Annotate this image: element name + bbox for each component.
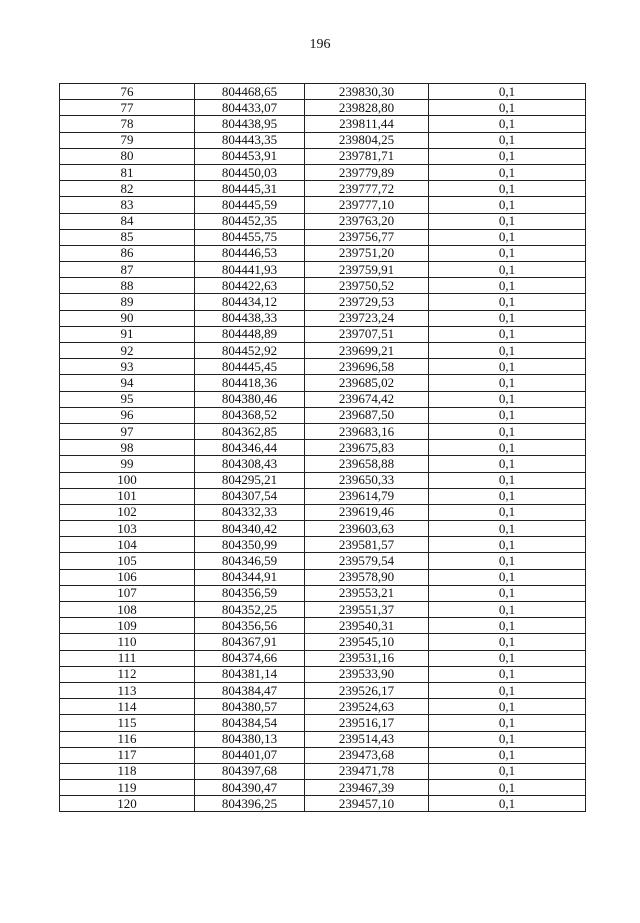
- y-coordinate-cell: 239779,89: [305, 164, 429, 180]
- x-coordinate-cell: 804401,07: [195, 747, 305, 763]
- table-row: [60, 262, 586, 278]
- table-row: [60, 294, 586, 310]
- x-coordinate-cell: 804307,54: [195, 488, 305, 504]
- point-number-cell: 102: [60, 504, 195, 520]
- x-coordinate-cell: 804346,59: [195, 553, 305, 569]
- point-number-cell: 77: [60, 100, 195, 116]
- accuracy-cell: 0,1: [429, 585, 586, 601]
- accuracy-cell: 0,1: [429, 262, 586, 278]
- y-coordinate-cell: 239579,54: [305, 553, 429, 569]
- y-coordinate-cell: 239524,63: [305, 699, 429, 715]
- table-row: [60, 100, 586, 116]
- point-number-cell: 79: [60, 132, 195, 148]
- x-coordinate-cell: 804396,25: [195, 796, 305, 812]
- x-coordinate-cell: 804380,46: [195, 391, 305, 407]
- table-row: [60, 197, 586, 213]
- point-number-cell: 100: [60, 472, 195, 488]
- x-coordinate-cell: 804441,93: [195, 262, 305, 278]
- y-coordinate-cell: 239545,10: [305, 634, 429, 650]
- y-coordinate-cell: 239581,57: [305, 537, 429, 553]
- point-number-cell: 85: [60, 229, 195, 245]
- accuracy-cell: 0,1: [429, 132, 586, 148]
- accuracy-cell: 0,1: [429, 294, 586, 310]
- point-number-cell: 109: [60, 618, 195, 634]
- x-coordinate-cell: 804418,36: [195, 375, 305, 391]
- accuracy-cell: 0,1: [429, 213, 586, 229]
- y-coordinate-cell: 239696,58: [305, 359, 429, 375]
- point-number-cell: 81: [60, 164, 195, 180]
- table-row: [60, 569, 586, 585]
- point-number-cell: 80: [60, 148, 195, 164]
- table-row: [60, 310, 586, 326]
- x-coordinate-cell: 804381,14: [195, 666, 305, 682]
- y-coordinate-cell: 239777,10: [305, 197, 429, 213]
- y-coordinate-cell: 239723,24: [305, 310, 429, 326]
- x-coordinate-cell: 804445,31: [195, 181, 305, 197]
- point-number-cell: 105: [60, 553, 195, 569]
- point-number-cell: 110: [60, 634, 195, 650]
- point-number-cell: 111: [60, 650, 195, 666]
- x-coordinate-cell: 804452,92: [195, 343, 305, 359]
- y-coordinate-cell: 239526,17: [305, 682, 429, 698]
- x-coordinate-cell: 804352,25: [195, 602, 305, 618]
- y-coordinate-cell: 239658,88: [305, 456, 429, 472]
- y-coordinate-cell: 239804,25: [305, 132, 429, 148]
- accuracy-cell: 0,1: [429, 164, 586, 180]
- accuracy-cell: 0,1: [429, 650, 586, 666]
- x-coordinate-cell: 804346,44: [195, 440, 305, 456]
- accuracy-cell: 0,1: [429, 100, 586, 116]
- accuracy-cell: 0,1: [429, 634, 586, 650]
- page-number: 196: [309, 37, 331, 52]
- accuracy-cell: 0,1: [429, 375, 586, 391]
- x-coordinate-cell: 804434,12: [195, 294, 305, 310]
- y-coordinate-cell: 239467,39: [305, 780, 429, 796]
- point-number-cell: 78: [60, 116, 195, 132]
- table-row: [60, 682, 586, 698]
- accuracy-cell: 0,1: [429, 245, 586, 261]
- x-coordinate-cell: 804438,95: [195, 116, 305, 132]
- x-coordinate-cell: 804433,07: [195, 100, 305, 116]
- accuracy-cell: 0,1: [429, 326, 586, 342]
- y-coordinate-cell: 239750,52: [305, 278, 429, 294]
- x-coordinate-cell: 804368,52: [195, 407, 305, 423]
- accuracy-cell: 0,1: [429, 796, 586, 812]
- point-number-cell: 83: [60, 197, 195, 213]
- y-coordinate-cell: 239683,16: [305, 423, 429, 439]
- point-number-cell: 88: [60, 278, 195, 294]
- table-row: [60, 213, 586, 229]
- point-number-cell: 84: [60, 213, 195, 229]
- accuracy-cell: 0,1: [429, 504, 586, 520]
- y-coordinate-cell: 239603,63: [305, 521, 429, 537]
- x-coordinate-cell: 804446,53: [195, 245, 305, 261]
- x-coordinate-cell: 804448,89: [195, 326, 305, 342]
- point-number-cell: 97: [60, 423, 195, 439]
- y-coordinate-cell: 239650,33: [305, 472, 429, 488]
- table-row: [60, 132, 586, 148]
- accuracy-cell: 0,1: [429, 488, 586, 504]
- y-coordinate-cell: 239578,90: [305, 569, 429, 585]
- y-coordinate-cell: 239614,79: [305, 488, 429, 504]
- accuracy-cell: 0,1: [429, 423, 586, 439]
- y-coordinate-cell: 239828,80: [305, 100, 429, 116]
- table-row: [60, 715, 586, 731]
- point-number-cell: 117: [60, 747, 195, 763]
- point-number-cell: 96: [60, 407, 195, 423]
- table-row: [60, 747, 586, 763]
- x-coordinate-cell: 804380,57: [195, 699, 305, 715]
- y-coordinate-cell: 239687,50: [305, 407, 429, 423]
- accuracy-cell: 0,1: [429, 763, 586, 779]
- accuracy-cell: 0,1: [429, 116, 586, 132]
- y-coordinate-cell: 239830,30: [305, 84, 429, 100]
- x-coordinate-cell: 804455,75: [195, 229, 305, 245]
- y-coordinate-cell: 239685,02: [305, 375, 429, 391]
- table-row: [60, 84, 586, 100]
- table-row: [60, 488, 586, 504]
- x-coordinate-cell: 804374,66: [195, 650, 305, 666]
- table-row: [60, 164, 586, 180]
- point-number-cell: 90: [60, 310, 195, 326]
- table-row: [60, 763, 586, 779]
- x-coordinate-cell: 804295,21: [195, 472, 305, 488]
- y-coordinate-cell: 239699,21: [305, 343, 429, 359]
- point-number-cell: 93: [60, 359, 195, 375]
- table-row: [60, 148, 586, 164]
- table-row: [60, 181, 586, 197]
- accuracy-cell: 0,1: [429, 715, 586, 731]
- y-coordinate-cell: 239473,68: [305, 747, 429, 763]
- accuracy-cell: 0,1: [429, 343, 586, 359]
- accuracy-cell: 0,1: [429, 472, 586, 488]
- y-coordinate-cell: 239674,42: [305, 391, 429, 407]
- point-number-cell: 115: [60, 715, 195, 731]
- x-coordinate-cell: 804356,56: [195, 618, 305, 634]
- accuracy-cell: 0,1: [429, 699, 586, 715]
- point-number-cell: 91: [60, 326, 195, 342]
- table-row: [60, 618, 586, 634]
- x-coordinate-cell: 804422,63: [195, 278, 305, 294]
- accuracy-cell: 0,1: [429, 780, 586, 796]
- point-number-cell: 99: [60, 456, 195, 472]
- table-row: [60, 440, 586, 456]
- y-coordinate-cell: 239540,31: [305, 618, 429, 634]
- point-number-cell: 107: [60, 585, 195, 601]
- point-number-cell: 116: [60, 731, 195, 747]
- table-row: [60, 731, 586, 747]
- x-coordinate-cell: 804367,91: [195, 634, 305, 650]
- table-row: [60, 116, 586, 132]
- x-coordinate-cell: 804450,03: [195, 164, 305, 180]
- x-coordinate-cell: 804380,13: [195, 731, 305, 747]
- y-coordinate-cell: 239756,77: [305, 229, 429, 245]
- accuracy-cell: 0,1: [429, 569, 586, 585]
- y-coordinate-cell: 239763,20: [305, 213, 429, 229]
- x-coordinate-cell: 804308,43: [195, 456, 305, 472]
- accuracy-cell: 0,1: [429, 747, 586, 763]
- table-row: [60, 666, 586, 682]
- accuracy-cell: 0,1: [429, 359, 586, 375]
- y-coordinate-cell: 239781,71: [305, 148, 429, 164]
- accuracy-cell: 0,1: [429, 731, 586, 747]
- x-coordinate-cell: 804452,35: [195, 213, 305, 229]
- y-coordinate-cell: 239516,17: [305, 715, 429, 731]
- x-coordinate-cell: 804340,42: [195, 521, 305, 537]
- table-row: [60, 634, 586, 650]
- point-number-cell: 92: [60, 343, 195, 359]
- point-number-cell: 103: [60, 521, 195, 537]
- table-row: [60, 407, 586, 423]
- table-row: [60, 537, 586, 553]
- point-number-cell: 108: [60, 602, 195, 618]
- x-coordinate-cell: 804438,33: [195, 310, 305, 326]
- accuracy-cell: 0,1: [429, 521, 586, 537]
- table-row: [60, 472, 586, 488]
- table-row: [60, 423, 586, 439]
- y-coordinate-cell: 239553,21: [305, 585, 429, 601]
- table-row: [60, 456, 586, 472]
- y-coordinate-cell: 239514,43: [305, 731, 429, 747]
- accuracy-cell: 0,1: [429, 666, 586, 682]
- y-coordinate-cell: 239675,83: [305, 440, 429, 456]
- x-coordinate-cell: 804332,33: [195, 504, 305, 520]
- accuracy-cell: 0,1: [429, 229, 586, 245]
- point-number-cell: 113: [60, 682, 195, 698]
- point-number-cell: 95: [60, 391, 195, 407]
- accuracy-cell: 0,1: [429, 682, 586, 698]
- table-row: [60, 504, 586, 520]
- accuracy-cell: 0,1: [429, 537, 586, 553]
- accuracy-cell: 0,1: [429, 84, 586, 100]
- accuracy-cell: 0,1: [429, 456, 586, 472]
- table-row: [60, 359, 586, 375]
- y-coordinate-cell: 239619,46: [305, 504, 429, 520]
- point-number-cell: 114: [60, 699, 195, 715]
- table-row: [60, 602, 586, 618]
- accuracy-cell: 0,1: [429, 440, 586, 456]
- point-number-cell: 86: [60, 245, 195, 261]
- y-coordinate-cell: 239777,72: [305, 181, 429, 197]
- table-row: [60, 245, 586, 261]
- x-coordinate-cell: 804362,85: [195, 423, 305, 439]
- point-number-cell: 87: [60, 262, 195, 278]
- accuracy-cell: 0,1: [429, 602, 586, 618]
- x-coordinate-cell: 804384,54: [195, 715, 305, 731]
- table-row: [60, 326, 586, 342]
- y-coordinate-cell: 239729,53: [305, 294, 429, 310]
- y-coordinate-cell: 239471,78: [305, 763, 429, 779]
- table-row: [60, 229, 586, 245]
- point-number-cell: 98: [60, 440, 195, 456]
- x-coordinate-cell: 804468,65: [195, 84, 305, 100]
- table-row: [60, 699, 586, 715]
- accuracy-cell: 0,1: [429, 148, 586, 164]
- x-coordinate-cell: 804443,35: [195, 132, 305, 148]
- table-row: [60, 650, 586, 666]
- x-coordinate-cell: 804344,91: [195, 569, 305, 585]
- point-number-cell: 120: [60, 796, 195, 812]
- table-row: [60, 521, 586, 537]
- point-number-cell: 89: [60, 294, 195, 310]
- table-row: [60, 553, 586, 569]
- y-coordinate-cell: 239457,10: [305, 796, 429, 812]
- accuracy-cell: 0,1: [429, 553, 586, 569]
- x-coordinate-cell: 804384,47: [195, 682, 305, 698]
- point-number-cell: 106: [60, 569, 195, 585]
- point-number-cell: 94: [60, 375, 195, 391]
- accuracy-cell: 0,1: [429, 197, 586, 213]
- accuracy-cell: 0,1: [429, 618, 586, 634]
- accuracy-cell: 0,1: [429, 391, 586, 407]
- x-coordinate-cell: 804356,59: [195, 585, 305, 601]
- point-number-cell: 112: [60, 666, 195, 682]
- point-number-cell: 119: [60, 780, 195, 796]
- accuracy-cell: 0,1: [429, 278, 586, 294]
- y-coordinate-cell: 239533,90: [305, 666, 429, 682]
- point-number-cell: 118: [60, 763, 195, 779]
- y-coordinate-cell: 239759,91: [305, 262, 429, 278]
- table-row: [60, 796, 586, 812]
- table-row: [60, 278, 586, 294]
- coordinates-table: [59, 83, 586, 812]
- accuracy-cell: 0,1: [429, 181, 586, 197]
- coordinates-table-body: [60, 84, 586, 812]
- x-coordinate-cell: 804350,99: [195, 537, 305, 553]
- x-coordinate-cell: 804397,68: [195, 763, 305, 779]
- y-coordinate-cell: 239551,37: [305, 602, 429, 618]
- y-coordinate-cell: 239531,16: [305, 650, 429, 666]
- accuracy-cell: 0,1: [429, 407, 586, 423]
- point-number-cell: 104: [60, 537, 195, 553]
- accuracy-cell: 0,1: [429, 310, 586, 326]
- point-number-cell: 76: [60, 84, 195, 100]
- x-coordinate-cell: 804390,47: [195, 780, 305, 796]
- table-row: [60, 375, 586, 391]
- point-number-cell: 101: [60, 488, 195, 504]
- y-coordinate-cell: 239707,51: [305, 326, 429, 342]
- table-row: [60, 343, 586, 359]
- x-coordinate-cell: 804453,91: [195, 148, 305, 164]
- x-coordinate-cell: 804445,45: [195, 359, 305, 375]
- x-coordinate-cell: 804445,59: [195, 197, 305, 213]
- table-row: [60, 585, 586, 601]
- y-coordinate-cell: 239811,44: [305, 116, 429, 132]
- table-row: [60, 391, 586, 407]
- table-row: [60, 780, 586, 796]
- y-coordinate-cell: 239751,20: [305, 245, 429, 261]
- point-number-cell: 82: [60, 181, 195, 197]
